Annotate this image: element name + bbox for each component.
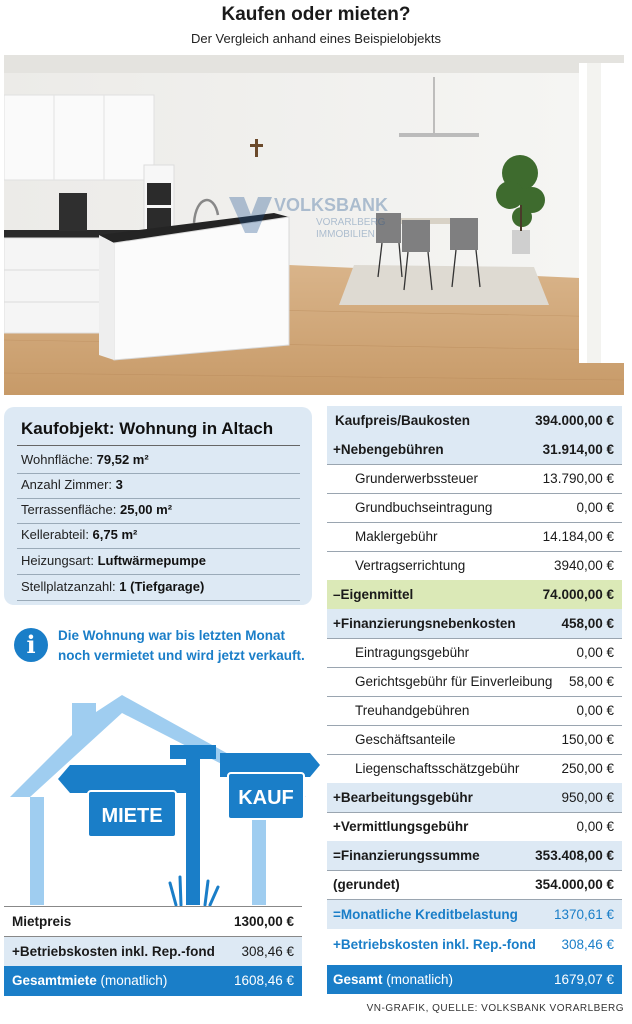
rent-row: +Betriebskosten inkl. Rep.-fond 308,46 € bbox=[4, 937, 302, 967]
watermark-brand: VOLKSBANK bbox=[274, 195, 389, 215]
watermark-sub2: IMMOBILIEN bbox=[316, 229, 375, 240]
property-row: Wohnfläche: 79,52 m² bbox=[21, 452, 149, 467]
notice-text: Die Wohnung war bis letzten Monat noch vermietet und wird jetzt verkauft. bbox=[58, 628, 305, 663]
divider bbox=[17, 445, 300, 446]
signpost-top bbox=[170, 745, 216, 759]
house-illustration bbox=[10, 695, 320, 907]
cost-row: +Nebengebühren 31.914,00 € bbox=[327, 435, 622, 464]
cost-row: Eintragungsgebühr 0,00 € bbox=[355, 645, 614, 660]
property-row: Stellplatzanzahl: 1 (Tiefgarage) bbox=[21, 579, 205, 594]
property-row: Terrassenfläche: 25,00 m² bbox=[21, 502, 173, 517]
divider bbox=[17, 574, 300, 575]
property-row: Anzahl Zimmer: 3 bbox=[21, 477, 123, 492]
cost-row: Maklergebühr 14.184,00 € bbox=[355, 529, 614, 544]
cost-row: Liegenschaftsschätzgebühr 250,00 € bbox=[355, 761, 614, 776]
cost-row: Treuhandgebühren 0,00 € bbox=[355, 703, 614, 718]
cost-row: Grundbuchseintragung 0,00 € bbox=[355, 500, 614, 515]
divider bbox=[17, 600, 300, 601]
page-subtitle: Der Vergleich anhand eines Beispielobjekts bbox=[190, 31, 442, 46]
info-icon: i bbox=[14, 628, 48, 662]
property-row: Kellerabteil: 6,75 m² bbox=[21, 527, 138, 542]
apartment-photo bbox=[4, 55, 624, 395]
cost-row: +Vermittlungsgebühr 0,00 € bbox=[333, 819, 614, 834]
divider bbox=[17, 473, 300, 474]
cost-row: +Betriebskosten inkl. Rep.-fond 308,46 € bbox=[333, 937, 614, 952]
divider bbox=[17, 523, 300, 524]
cost-row: +Bearbeitungsgebühr 950,00 € bbox=[327, 783, 622, 812]
source-credit: VN-GRAFIK, QUELLE: VOLKSBANK VORARLBERG bbox=[366, 1003, 624, 1014]
watermark-sub1: VORARLBERG bbox=[316, 217, 386, 228]
cost-row: Vertragserrichtung 3940,00 € bbox=[355, 558, 614, 573]
house-wall-left bbox=[30, 797, 44, 905]
cost-row: Geschäftsanteile 150,00 € bbox=[355, 732, 614, 747]
cost-row: =Finanzierungssumme 353.408,00 € bbox=[327, 841, 622, 870]
property-info-box bbox=[4, 407, 312, 605]
page-title: Kaufen oder mieten? bbox=[221, 4, 411, 25]
buy-total-row: Gesamt (monatlich) 1679,07 € bbox=[327, 965, 622, 994]
rent-row: Mietpreis 1300,00 € bbox=[12, 914, 294, 929]
buy-sign-label: KAUF bbox=[238, 787, 294, 809]
cost-row: Gerichtsgebühr für Einverleibung 58,00 € bbox=[355, 674, 614, 689]
divider bbox=[17, 548, 300, 549]
rent-total-row: Gesamtmiete (monatlich) 1608,46 € bbox=[4, 966, 302, 996]
divider bbox=[17, 498, 300, 499]
cost-row: (gerundet) 354.000,00 € bbox=[333, 877, 614, 892]
cost-row: Kaufpreis/Baukosten 394.000,00 € bbox=[327, 406, 622, 435]
rent-sign-label: MIETE bbox=[101, 805, 163, 827]
property-title: Kaufobjekt: Wohnung in Altach bbox=[21, 419, 274, 438]
apartment-illustration bbox=[4, 55, 624, 395]
cost-row: =Monatliche Kreditbelastung 1370,61 € bbox=[327, 900, 622, 929]
signpost-arm-left bbox=[58, 765, 200, 793]
cost-row: Grunderwerbssteuer 13.790,00 € bbox=[355, 471, 614, 486]
cost-row: +Finanzierungsnebenkosten 458,00 € bbox=[327, 609, 622, 638]
cost-row-highlight: –Eigenmittel 74.000,00 € bbox=[327, 580, 622, 609]
property-row: Heizungsart: Luftwärmepumpe bbox=[21, 553, 206, 568]
